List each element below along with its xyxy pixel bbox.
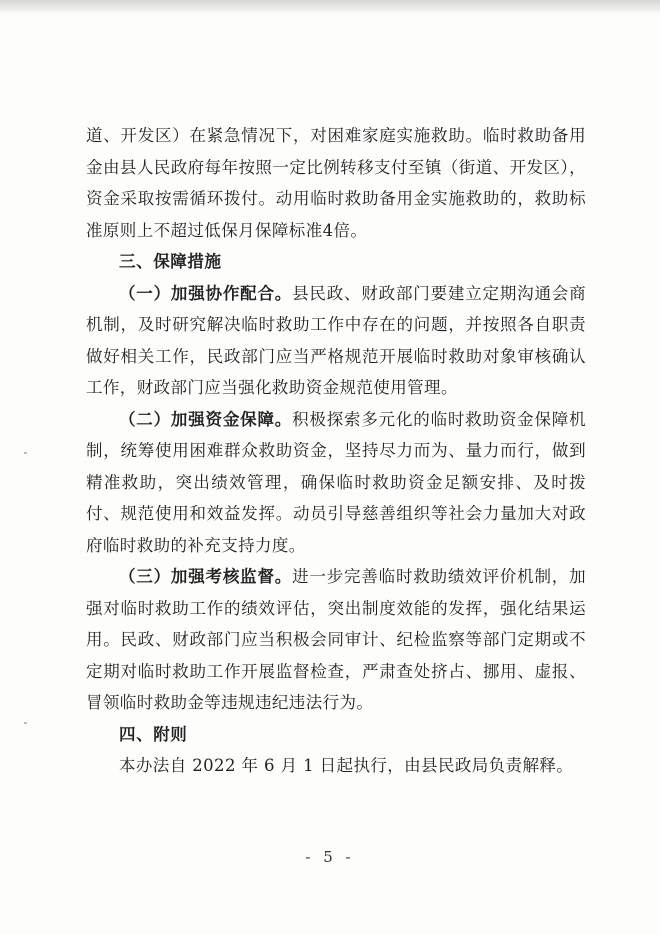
subsection-title: （一）加强协作配合。 [119, 283, 293, 303]
subsection-coordination [86, 278, 586, 404]
binding-mark [24, 452, 27, 454]
subsection-text: 积极探索多元化的临时救助资金保障机制，统筹使用困难群众救助资金，坚持尽力而为、量力而行，做到精准救助，突出绩效管理，确保临时救助资金足额安排、及时拨付、规范使用和效益发挥。动员引导慈善组织等社会力量加大对政府临时救助的补充支持力度。 [86, 409, 587, 555]
subsection-text: 进一步完善临时救助绩效评价机制，加强对临时救助工作的绩效评估，突出制度效能的发挥，强化结果运用。民政、财政部门应当积极会同审计、纪检监察等部门定期或不定期对临时救助工作开展监督检查，严肃查处挤占、挪用、虚报、冒领临时救助金等违规违纪违法行为。 [86, 567, 587, 712]
paragraph-continuation: 道、开发区）在紧急情况下，对困难家庭实施救助。临时救助备用金由县人民政府每年按照一定比例转移支付至镇（街道、开发区），资金采取按需循环拨付。动用临时救助备用金实施救助的，救助标准原则上不超过低保月保障标准4倍。 [86, 126, 586, 240]
subsection-title: （二）加强资金保障。 [119, 409, 293, 429]
paragraph-effective-date: 本办法自 2022 年 6 月 1 日起执行，由县民政局负责解释。 [119, 756, 574, 775]
binding-mark [24, 722, 27, 724]
subsection-funding [86, 404, 586, 562]
page-number: - 5 - [305, 848, 355, 866]
subsection-text: 县民政、财政部门要建立定期沟通会商机制，及时研究解决临时救助工作中存在的问题，并按照各自职责做好相关工作，民政部门应当严格规范开展临时救助对象审核确认工作，财政部门应当强化救助资金规范使用管理。 [86, 283, 587, 397]
section-heading-supplementary: 四、附则 [119, 724, 188, 744]
subsection-supervision [86, 561, 586, 719]
subsection-title: （三）加强考核监督。 [119, 567, 293, 586]
scan-top-edge [0, 0, 660, 14]
section-heading-safeguards: 三、保障措施 [119, 252, 222, 271]
document-body [86, 120, 586, 782]
